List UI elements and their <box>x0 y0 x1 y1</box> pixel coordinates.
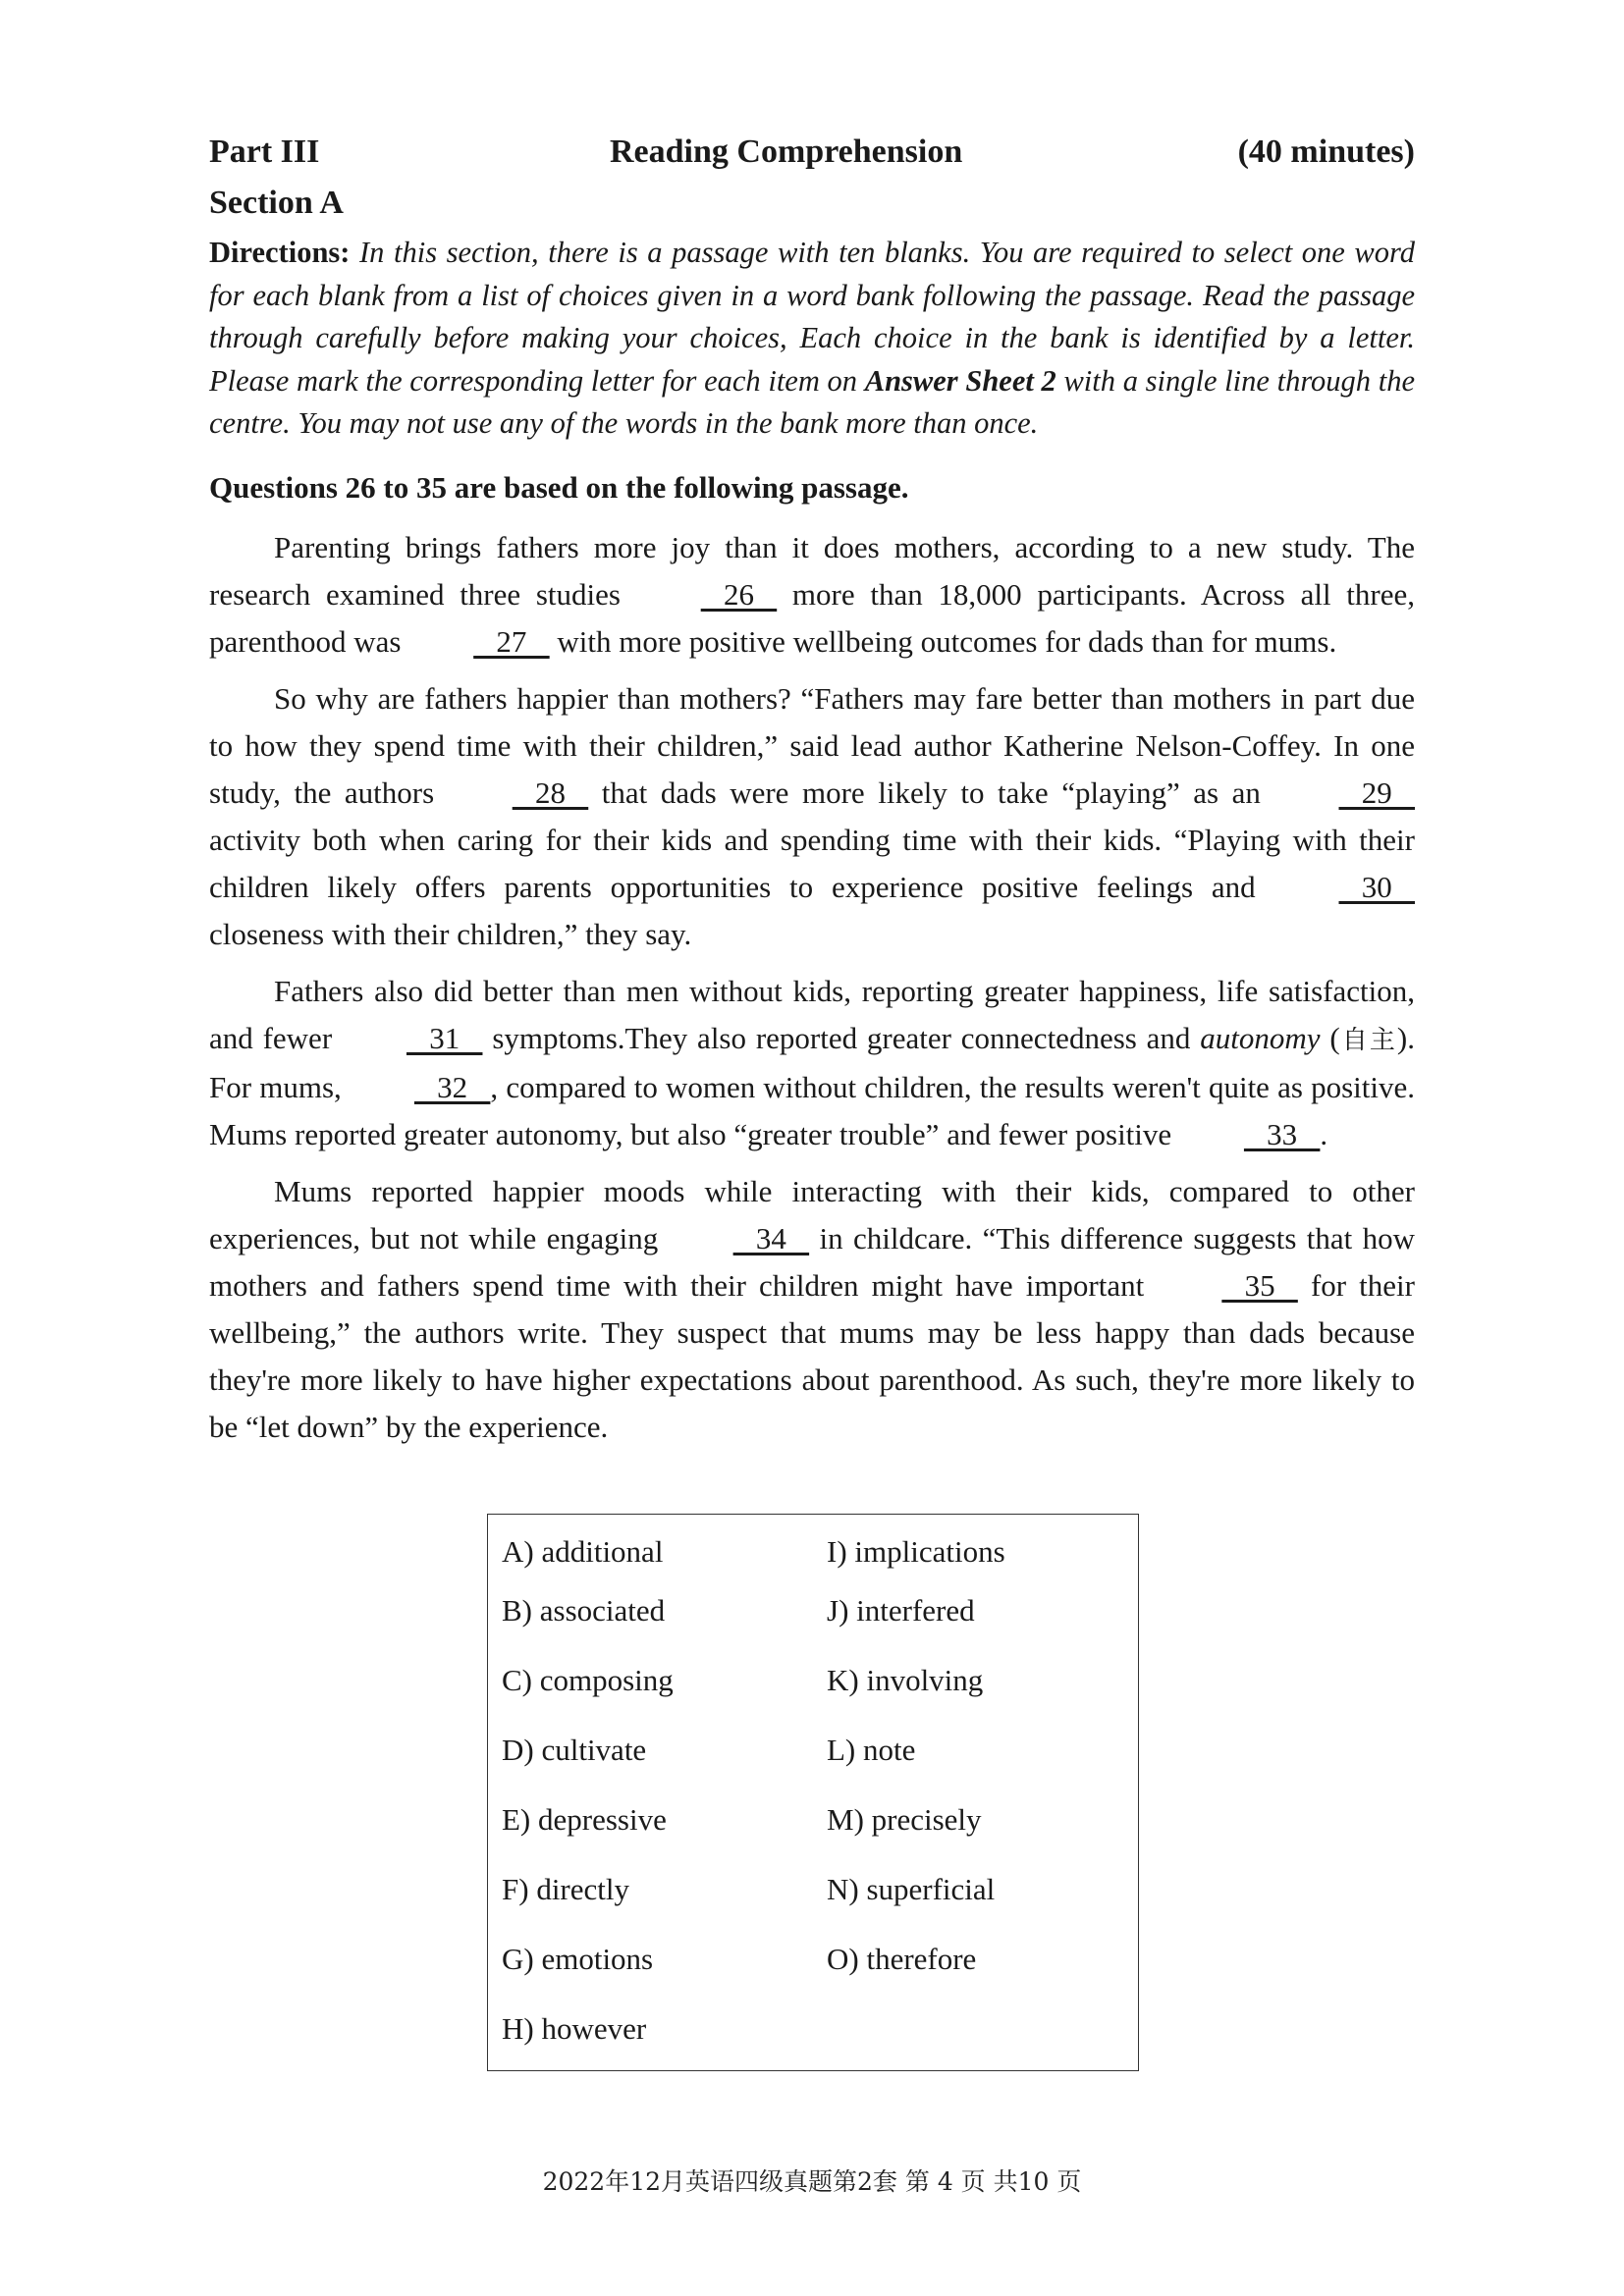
passage-text: closeness with their children,” they say. <box>209 916 692 951</box>
part-label: Part III <box>209 133 320 170</box>
questions-heading: Questions 26 to 35 are based on the following passage. <box>209 469 909 505</box>
word-bank-item: D) cultivate <box>502 1733 647 1767</box>
word-bank-item: G) emotions <box>502 1942 654 1976</box>
page-footer: 2022年12月英语四级真题第2套 第 4 页 共10 页 <box>542 2167 1082 2196</box>
passage-text: in childcare. “This difference suggests that how mothers and fathers spend time with their children might have important <box>209 1220 1415 1303</box>
word-bank-item: E) depressive <box>502 1802 667 1837</box>
word-bank-item: H) however <box>502 2011 647 2046</box>
passage-paragraph-4 <box>209 1168 1415 1451</box>
blank-31: 31 <box>406 1020 483 1055</box>
blank-34: 34 <box>732 1220 810 1255</box>
passage-text: Fathers also did better than men without kids, reporting greater happiness, life satisfaction, and fewer <box>209 973 1415 1055</box>
directions-text-2: with a single line through the centre. You may not use any of the words in the bank more than once. <box>209 363 1416 441</box>
directions <box>209 232 1415 446</box>
part-title: Reading Comprehension <box>610 133 963 170</box>
word-bank-item: B) associated <box>502 1593 666 1628</box>
word-bank-item: A) additional <box>502 1534 664 1569</box>
word-bank-item: C) composing <box>502 1663 674 1697</box>
word-bank-item: M) precisely <box>827 1802 982 1837</box>
word-bank-item: K) involving <box>827 1663 984 1697</box>
passage-text: . For mums, <box>209 1020 1415 1104</box>
blank-32: 32 <box>413 1069 491 1104</box>
part-header <box>209 128 1415 177</box>
passage-text: Mums reported happier moods while interacting with their kids, compared to other experiences, but not while engaging <box>209 1173 1415 1255</box>
word-bank-item: O) therefore <box>827 1942 977 1976</box>
passage-text: activity both when caring for their kids and spending time with their kids. “Playing with their children likely offers parents opportunities to experience positive feelings and <box>209 822 1415 904</box>
word-bank-item: F) directly <box>502 1872 629 1906</box>
autonomy-term: autonomy <box>1200 1020 1321 1055</box>
word-bank-item: I) implications <box>827 1534 1005 1569</box>
passage-text: , compared to women without children, the results weren't quite as positive. Mums reported greater autonomy, but also “greater trouble” and fewer positive <box>209 1069 1415 1151</box>
blank-26: 26 <box>700 576 778 612</box>
passage-paragraph-2 <box>209 675 1415 958</box>
word-bank-item: J) interfered <box>827 1593 975 1628</box>
blank-28: 28 <box>512 774 589 810</box>
directions-emphasis: Answer Sheet 2 <box>864 363 1056 398</box>
passage-text: . <box>1320 1116 1328 1151</box>
blank-27: 27 <box>473 623 550 659</box>
passage-text: So why are fathers happier than mothers? “Fathers may fare better than mothers in part due to how they spend time with their children,” said lead author Katherine Nelson-Coffey. In one study, the authors <box>209 680 1415 810</box>
passage-text: ( <box>1320 1020 1340 1055</box>
blank-29: 29 <box>1338 774 1415 810</box>
word-bank-item: N) superficial <box>827 1872 996 1906</box>
chinese-gloss: 自主 <box>1339 1025 1397 1055</box>
word-bank-item: L) note <box>827 1733 916 1767</box>
passage-text: symptoms.They also reported greater connectedness and <box>482 1020 1201 1055</box>
directions-label: Directions: <box>209 236 351 269</box>
exam-page <box>209 128 1416 2046</box>
passage-text: ) <box>1396 1020 1408 1055</box>
passage-text: Parenting brings fathers more joy than it does mothers, according to a new study. The research examined three studies <box>209 529 1415 612</box>
word-bank <box>487 1514 1139 2071</box>
passage-paragraph-1 <box>209 524 1415 666</box>
blank-30: 30 <box>1338 869 1415 904</box>
passage-text: for their wellbeing,” the authors write. They suspect that mums may be less happy than dads because they're more likely to have higher expectations about parenthood. As such, they're more likely to be “let down” by the experience. <box>209 1267 1415 1444</box>
blank-35: 35 <box>1221 1267 1298 1303</box>
passage-text: with more positive wellbeing outcomes for dads than for mums. <box>549 623 1337 659</box>
passage-text: more than 18,000 participants. Across all three, parenthood was <box>209 576 1415 659</box>
passage-paragraph-3 <box>209 968 1415 1158</box>
section-title: Section A <box>209 185 344 221</box>
directions-text-1: In this section, there is a passage with ten blanks. You are required to select one word for each blank from a list of choices given in a word bank following the passage. Read the passage through carefully before making your choices, Each choice in the bank is identified by a letter. Please mark the corresponding letter for each item on <box>209 236 1415 398</box>
blank-33: 33 <box>1243 1116 1321 1151</box>
passage-text: that dads were more likely to take “playing” as an <box>588 774 1274 810</box>
time-limit: (40 minutes) <box>1237 133 1415 170</box>
